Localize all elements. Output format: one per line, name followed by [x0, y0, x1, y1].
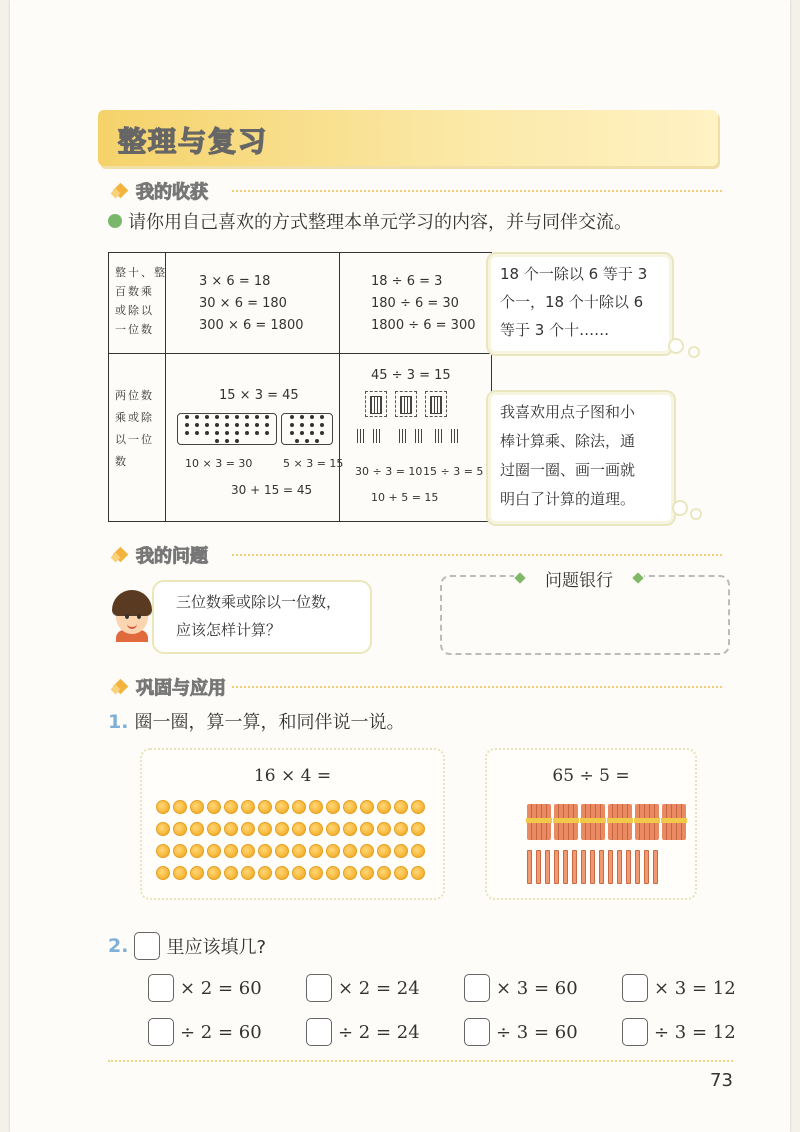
dot [310, 415, 314, 419]
thought-bubble-2: 我喜欢用点子图和小 棒计算乘、除法，通 过圈一圈、画一画就 明白了计算的道理。 [486, 390, 676, 526]
dot [300, 423, 304, 427]
fill-item: ÷ 2 = 24 [306, 1016, 420, 1048]
dot-array-5x3 [281, 413, 333, 445]
task-number: 1. [108, 711, 129, 733]
dot [295, 439, 299, 443]
answer-box[interactable] [464, 974, 490, 1002]
answer-box[interactable] [622, 974, 648, 1002]
single-stick [599, 850, 604, 884]
diamond-icon [112, 546, 130, 564]
coin [292, 844, 306, 858]
dot [265, 423, 269, 427]
coin [173, 822, 187, 836]
coin [258, 822, 272, 836]
diamond-icon [112, 182, 130, 200]
dot [310, 423, 314, 427]
task-1 [108, 708, 404, 734]
dotted-divider [232, 686, 722, 688]
table-divider [339, 253, 340, 521]
coin [309, 866, 323, 880]
coin [343, 866, 357, 880]
coin [326, 844, 340, 858]
coin [275, 822, 289, 836]
task-number: 2. [108, 935, 129, 957]
stick-sketch [451, 429, 459, 443]
fill-item: × 2 = 24 [306, 972, 420, 1004]
bundle-sketch [365, 391, 387, 417]
stick-sketch [399, 429, 407, 443]
stick-bundle [581, 804, 605, 840]
dot [215, 439, 219, 443]
dot [300, 415, 304, 419]
dot [185, 423, 189, 427]
stick-bundle [608, 804, 632, 840]
coin-grid [156, 800, 428, 888]
question-bubble: 三位数乘或除以一位数， 应该怎样计算？ [152, 580, 372, 654]
dot [315, 439, 319, 443]
dotted-divider [232, 190, 722, 192]
answer-box[interactable] [622, 1018, 648, 1046]
single-stick [572, 850, 577, 884]
coin [207, 866, 221, 880]
question-bank-title: 问题银行 [514, 566, 644, 590]
section-practice [112, 674, 732, 700]
row2-mult-equation: 15 × 3 = 45 [219, 388, 299, 403]
dot [225, 423, 229, 427]
panel-equation: 16 × 4 = [253, 766, 332, 786]
stick-sketch [415, 429, 423, 443]
bundle-sketch [425, 391, 447, 417]
dot [320, 415, 324, 419]
student-avatar [110, 590, 156, 640]
coin [343, 800, 357, 814]
dot [320, 423, 324, 427]
single-stick [608, 850, 613, 884]
coin [394, 800, 408, 814]
coin [292, 866, 306, 880]
page-title: 整理与复习 [118, 125, 269, 158]
coin [360, 866, 374, 880]
coin [224, 866, 238, 880]
dot [185, 431, 189, 435]
fill-item: ÷ 3 = 12 [622, 1016, 736, 1048]
coin [224, 844, 238, 858]
row2-div-equation: 45 ÷ 3 = 15 [371, 368, 451, 383]
coin [326, 866, 340, 880]
dot [245, 423, 249, 427]
dot [265, 415, 269, 419]
diamond-icon [112, 678, 130, 696]
row2-label: 两位数 乘或除 以一位 数 [115, 389, 154, 468]
coin [173, 844, 187, 858]
dot [215, 423, 219, 427]
dot [195, 431, 199, 435]
dot [290, 415, 294, 419]
dot [255, 415, 259, 419]
single-stick [545, 850, 550, 884]
dot [195, 423, 199, 427]
title-banner [98, 110, 718, 166]
stick-bundle [554, 804, 578, 840]
section-heading: 我的收获 [136, 182, 208, 203]
coin [207, 844, 221, 858]
coin [224, 800, 238, 814]
bubble-tail [688, 346, 700, 358]
section-heading: 巩固与应用 [136, 678, 226, 699]
bubble-tail [668, 338, 684, 354]
table-divider [109, 353, 491, 354]
coin [241, 800, 255, 814]
stick-bundle [635, 804, 659, 840]
dot [255, 423, 259, 427]
coin [190, 844, 204, 858]
bubble-tail [672, 500, 688, 516]
section-my-gains [112, 178, 732, 204]
row1-division: 18 ÷ 6 = 3 180 ÷ 6 = 30 1800 ÷ 6 = 300 [371, 274, 476, 333]
dot [300, 431, 304, 435]
coin [207, 800, 221, 814]
dotted-divider [232, 554, 722, 556]
dot [290, 431, 294, 435]
stick-sketch [357, 429, 365, 443]
dot [235, 415, 239, 419]
coin [156, 844, 170, 858]
bullet-icon [108, 214, 122, 228]
fill-row-2 [148, 1016, 748, 1052]
dot [205, 423, 209, 427]
stick-sketch [373, 429, 381, 443]
coin [394, 822, 408, 836]
coin [394, 844, 408, 858]
coin [156, 866, 170, 880]
sticks-panel [485, 748, 697, 900]
coin [275, 800, 289, 814]
dot [225, 415, 229, 419]
dot [215, 415, 219, 419]
coin [241, 844, 255, 858]
single-stick [536, 850, 541, 884]
row2-mult-part-b: 5 × 3 = 15 [283, 457, 344, 470]
coin [173, 866, 187, 880]
single-stick [527, 850, 532, 884]
dot [245, 415, 249, 419]
row2-div-sum: 10 + 5 = 15 [371, 491, 439, 504]
bottom-divider [108, 1060, 733, 1062]
fill-item: ÷ 3 = 60 [464, 1016, 578, 1048]
coin [377, 844, 391, 858]
coin [275, 866, 289, 880]
row2-div-part-a: 30 ÷ 3 = 10 [355, 465, 423, 478]
dot [235, 423, 239, 427]
dot [235, 439, 239, 443]
coin [241, 822, 255, 836]
instruction [108, 208, 632, 234]
dot [215, 431, 219, 435]
coin [377, 822, 391, 836]
task-text: 里应该填几? [166, 937, 267, 958]
single-stick [635, 850, 640, 884]
task-text: 圈一圈，算一算，和同伴说一说。 [134, 712, 405, 733]
bubble-tail [690, 508, 702, 520]
coin [411, 866, 425, 880]
coin [292, 822, 306, 836]
coin [326, 800, 340, 814]
dot [305, 439, 309, 443]
dot [235, 431, 239, 435]
coin [326, 822, 340, 836]
single-stick [590, 850, 595, 884]
section-my-questions [112, 542, 732, 568]
coin [411, 800, 425, 814]
dot [290, 423, 294, 427]
single-stick [626, 850, 631, 884]
row2-mult-part-a: 10 × 3 = 30 [185, 457, 253, 470]
stick-sketch [435, 429, 443, 443]
dot [225, 431, 229, 435]
single-stick [563, 850, 568, 884]
coin-panel [140, 748, 445, 900]
fill-item: × 2 = 60 [148, 972, 262, 1004]
coin [411, 844, 425, 858]
answer-box[interactable] [306, 974, 332, 1002]
single-stick [617, 850, 622, 884]
coin [190, 800, 204, 814]
coin [309, 844, 323, 858]
fill-item: ÷ 2 = 60 [148, 1016, 262, 1048]
panel-equation: 65 ÷ 5 = [552, 766, 630, 786]
single-stick [644, 850, 649, 884]
single-stick [653, 850, 658, 884]
answer-box[interactable] [464, 1018, 490, 1046]
row1-multiplication: 3 × 6 = 18 30 × 6 = 180 300 × 6 = 1800 [199, 274, 304, 333]
instruction-text: 请你用自己喜欢的方式整理本单元学习的内容，并与同伴交流。 [128, 212, 632, 233]
dot [255, 431, 259, 435]
single-stick [554, 850, 559, 884]
coin [411, 822, 425, 836]
dot [205, 415, 209, 419]
fill-item: × 3 = 60 [464, 972, 578, 1004]
section-heading: 我的问题 [136, 546, 208, 567]
coin [190, 866, 204, 880]
coin [343, 822, 357, 836]
dot [310, 431, 314, 435]
summary-table [108, 252, 492, 522]
stick-bundle [527, 804, 551, 840]
single-stick [581, 850, 586, 884]
coin [377, 866, 391, 880]
coin [258, 866, 272, 880]
dot [185, 415, 189, 419]
coin [258, 844, 272, 858]
coin [309, 822, 323, 836]
bundle-sketch [395, 391, 417, 417]
dot [245, 431, 249, 435]
coin [309, 800, 323, 814]
row2-mult-sum: 30 + 15 = 45 [231, 483, 313, 497]
coin [156, 822, 170, 836]
coin [343, 844, 357, 858]
answer-box[interactable] [148, 1018, 174, 1046]
task-2 [108, 932, 266, 960]
answer-box[interactable] [148, 974, 174, 1002]
dot-array-10x3 [177, 413, 277, 445]
row2-div-part-b: 15 ÷ 3 = 5 [423, 465, 484, 478]
fill-row-1 [148, 972, 748, 1008]
row1-label: 整十、整 百数乘 或除以 一位数 [115, 266, 167, 336]
coin [292, 800, 306, 814]
coin [173, 800, 187, 814]
coin [156, 800, 170, 814]
coin [360, 800, 374, 814]
dot [195, 415, 199, 419]
dot [205, 431, 209, 435]
dot [320, 431, 324, 435]
coin [258, 800, 272, 814]
coin [275, 844, 289, 858]
page-number: 73 [710, 1070, 733, 1091]
coin [224, 822, 238, 836]
coin [241, 866, 255, 880]
coin [377, 800, 391, 814]
coin [394, 866, 408, 880]
dot [225, 439, 229, 443]
thought-bubble-1: 18 个一除以 6 等于 3 个一，18 个十除以 6 等于 3 个十…… [486, 252, 674, 356]
dot [265, 431, 269, 435]
coin [360, 822, 374, 836]
stick-bundle [662, 804, 686, 840]
coin [207, 822, 221, 836]
coin [190, 822, 204, 836]
answer-box[interactable] [306, 1018, 332, 1046]
blank-box-icon [134, 932, 160, 960]
fill-item: × 3 = 12 [622, 972, 736, 1004]
coin [360, 844, 374, 858]
